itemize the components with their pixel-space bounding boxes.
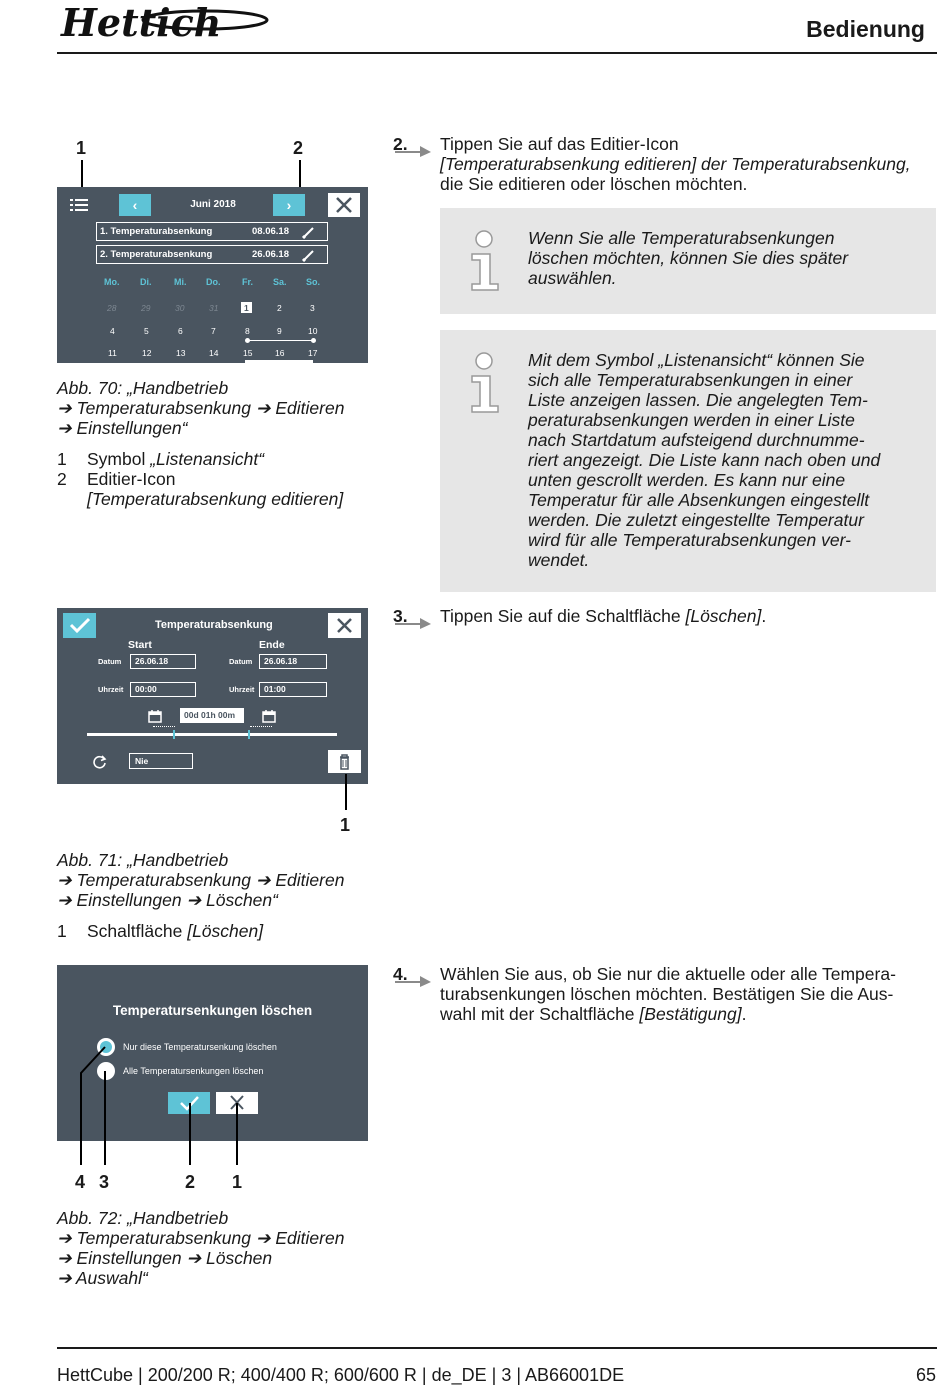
date-label: Datum xyxy=(229,657,253,666)
calendar-day[interactable]: 2 xyxy=(277,303,282,313)
next-month-button[interactable]: › xyxy=(273,194,305,216)
close-icon xyxy=(328,613,361,638)
info-text xyxy=(528,350,880,570)
calendar-day[interactable]: 10 xyxy=(308,326,318,336)
slider-handle[interactable] xyxy=(173,730,175,739)
field-value: 26.06.18 xyxy=(264,656,298,666)
date-label: Datum xyxy=(98,657,122,666)
callout-1: 1 xyxy=(340,815,351,835)
calendar-day[interactable]: 3 xyxy=(310,303,315,313)
text-line: wendet. xyxy=(528,550,590,570)
calendar-day[interactable]: 7 xyxy=(211,326,216,336)
calendar-icon[interactable] xyxy=(148,709,162,723)
slider-handle[interactable] xyxy=(248,730,250,739)
figure-caption xyxy=(57,850,344,910)
confirm-button[interactable] xyxy=(63,613,96,638)
calendar-day[interactable]: 6 xyxy=(178,326,183,336)
calendar-day[interactable]: 12 xyxy=(142,348,152,358)
end-time-field[interactable] xyxy=(259,682,327,697)
start-label: Start xyxy=(128,639,152,651)
text-line: wird für alle Temperaturabsenkungen ver- xyxy=(528,530,851,550)
duration-value: 00d 01h 00m xyxy=(184,710,236,720)
text-line: Tippen Sie auf das Editier-Icon xyxy=(440,134,679,154)
text-line: riert angezeigt. Die Liste kann nach oben und xyxy=(528,450,881,470)
step-instruction xyxy=(440,134,935,194)
edit-icon[interactable] xyxy=(302,225,316,239)
text-line: Mit dem Symbol „Listenansicht“ können Sie xyxy=(528,350,865,370)
calendar-icon[interactable] xyxy=(262,709,276,723)
callout-2: 2 xyxy=(185,1172,196,1192)
close-button[interactable] xyxy=(328,613,361,638)
handle-connector xyxy=(250,726,272,727)
close-button[interactable] xyxy=(328,193,360,217)
trash-icon xyxy=(328,750,361,773)
caption-line: ➔ Auswahl“ xyxy=(57,1268,148,1288)
calendar-day[interactable]: 28 xyxy=(107,303,117,313)
text-line: unten gescrollt werden. Es kann nur eine xyxy=(528,470,846,490)
option-label: Nur diese Temperatursenkung löschen xyxy=(123,1042,277,1052)
step-number: 3. xyxy=(393,606,408,626)
text-line: turabsenkungen löschen möchten. Bestätigen Sie die Aus- xyxy=(440,984,894,1004)
legend-text: Symbol „Listenansicht“ xyxy=(87,449,265,469)
text-line: auswählen. xyxy=(528,268,617,288)
caption-line: Abb. 70: „Handbetrieb xyxy=(57,378,229,398)
weekday-label: So. xyxy=(306,277,321,287)
start-time-field[interactable] xyxy=(130,682,196,697)
step-instruction: Tippen Sie auf die Schaltfläche [Löschen]. xyxy=(440,606,767,626)
weekday-label: Mi. xyxy=(174,277,187,287)
figure-legend xyxy=(57,449,377,509)
range-dot xyxy=(311,338,316,343)
range-indicator xyxy=(245,360,313,363)
step-number: 4. xyxy=(393,964,408,984)
text-line: die Sie editieren oder löschen möchten. xyxy=(440,174,748,194)
info-box xyxy=(440,208,936,314)
callout-1: 1 xyxy=(76,138,87,158)
entry-row[interactable] xyxy=(96,222,328,241)
calendar-day[interactable]: 8 xyxy=(245,326,250,336)
calendar-day[interactable]: 30 xyxy=(175,303,185,313)
info-icon xyxy=(468,228,502,292)
screen-title: Temperaturabsenkung xyxy=(155,619,273,631)
info-box xyxy=(440,330,936,592)
callout-2: 2 xyxy=(293,138,304,158)
time-label: Uhrzeit xyxy=(98,685,124,694)
text-line: peraturabsenkungen werden in einer Liste xyxy=(528,410,855,430)
text-line: Temperatur für alle Absenkungen eingestellt xyxy=(528,490,870,510)
entry-name: 2. Temperaturabsenkung xyxy=(100,249,213,260)
text-line: nach Startdatum aufsteigend durchnumme- xyxy=(528,430,865,450)
text-line: wahl mit der Schaltfläche [Bestätigung]. xyxy=(440,1004,747,1024)
caption-line: Abb. 72: „Handbetrieb xyxy=(57,1208,229,1228)
callout-3: 3 xyxy=(99,1172,110,1192)
hettich-logo xyxy=(55,0,270,44)
text-line: Wählen Sie aus, ob Sie nur die aktuelle oder alle Tempera- xyxy=(440,964,896,984)
legend-text: [Temperaturabsenkung editieren] xyxy=(87,489,344,509)
end-label: Ende xyxy=(259,639,285,651)
calendar-day[interactable]: 31 xyxy=(209,303,219,313)
legend-text: Schaltfläche [Löschen] xyxy=(87,921,264,941)
calendar-day[interactable]: 29 xyxy=(141,303,151,313)
handle-connector xyxy=(153,726,175,727)
caption-line: ➔ Temperaturabsenkung ➔ Editieren xyxy=(57,398,345,418)
list-view-icon[interactable] xyxy=(70,198,90,212)
legend-number: 1 xyxy=(57,921,67,941)
calendar-screen xyxy=(57,187,368,363)
calendar-day[interactable]: 5 xyxy=(144,326,149,336)
footer-divider xyxy=(57,1347,937,1349)
calendar-day[interactable]: 14 xyxy=(209,348,219,358)
text-line: Liste anzeigen lassen. Die angelegten Tem- xyxy=(528,390,868,410)
figure-legend xyxy=(57,921,377,943)
text-line: [Temperaturabsenkung editieren] der Temperaturabsenkung, xyxy=(440,154,911,174)
callout-1: 1 xyxy=(232,1172,243,1192)
footer-document-info: HettCube | 200/200 R; 400/400 R; 600/600 R | de_DE | 3 | AB66001DE xyxy=(57,1365,625,1385)
delete-button[interactable] xyxy=(328,750,361,773)
field-value: 01:00 xyxy=(264,684,286,694)
section-title: Bedienung xyxy=(806,16,925,42)
callout-4: 4 xyxy=(75,1172,86,1192)
field-value: 26.06.18 xyxy=(135,656,169,666)
legend-text: Editier-Icon xyxy=(87,469,176,489)
dialog-title: Temperatursenkungen löschen xyxy=(112,1003,313,1018)
legend-number: 2 xyxy=(57,469,67,489)
calendar-day[interactable]: 16 xyxy=(275,348,285,358)
caption-line: ➔ Einstellungen“ xyxy=(57,418,188,438)
close-icon xyxy=(328,193,360,217)
edit-icon[interactable] xyxy=(302,248,316,262)
figure-caption xyxy=(57,1208,344,1288)
option-label: Alle Temperatursenkungen löschen xyxy=(123,1066,264,1076)
prev-month-button[interactable]: ‹ xyxy=(119,194,151,216)
calendar-day-selected[interactable]: 1 xyxy=(244,303,249,313)
weekday-label: Do. xyxy=(206,277,221,287)
weekday-label: Di. xyxy=(140,277,152,287)
entry-name: 1. Temperaturabsenkung xyxy=(100,226,213,237)
calendar-day[interactable]: 4 xyxy=(110,326,115,336)
weekday-label: Fr. xyxy=(242,277,254,287)
end-date-field[interactable] xyxy=(259,654,327,669)
time-label: Uhrzeit xyxy=(229,685,255,694)
step-number: 2. xyxy=(393,134,408,154)
leader-lines xyxy=(57,965,377,1175)
calendar-day[interactable]: 13 xyxy=(176,348,186,358)
start-date-field[interactable] xyxy=(130,654,196,669)
page-number: 65 xyxy=(915,1365,936,1385)
figure-caption xyxy=(57,378,344,438)
header-divider xyxy=(57,52,937,54)
text-line: werden. Die zuletzt eingestellte Temperatur xyxy=(528,510,864,530)
range-indicator xyxy=(247,340,313,341)
leader-line xyxy=(345,774,347,810)
calendar-day[interactable]: 15 xyxy=(243,348,253,358)
caption-line: ➔ Temperaturabsenkung ➔ Editieren xyxy=(57,870,345,890)
caption-line: ➔ Einstellungen ➔ Löschen“ xyxy=(57,890,278,910)
entry-date: 08.06.18 xyxy=(252,226,289,237)
text-line: löschen möchten, können Sie dies später xyxy=(528,248,849,268)
info-text xyxy=(528,228,848,288)
calendar-day[interactable]: 17 xyxy=(308,348,318,358)
svg-text:Hettich: Hettich xyxy=(61,0,222,44)
text-line: sich alle Temperaturabsenkungen in einer xyxy=(528,370,853,390)
caption-line: Abb. 71: „Handbetrieb xyxy=(57,850,229,870)
text-line: Wenn Sie alle Temperaturabsenkungen xyxy=(528,228,835,248)
time-slider-track[interactable] xyxy=(87,733,337,736)
checkmark-icon xyxy=(63,613,96,638)
weekday-label: Sa. xyxy=(273,277,287,287)
calendar-day[interactable]: 11 xyxy=(108,348,117,358)
field-value: 00:00 xyxy=(135,684,157,694)
caption-line: ➔ Einstellungen ➔ Löschen xyxy=(57,1248,273,1268)
refresh-icon xyxy=(92,754,108,770)
step-arrow-icon xyxy=(395,971,431,987)
step-arrow-icon xyxy=(395,613,431,629)
caption-line: ➔ Temperaturabsenkung ➔ Editieren xyxy=(57,1228,345,1248)
calendar-day[interactable]: 9 xyxy=(277,326,282,336)
entry-row[interactable] xyxy=(96,245,328,264)
legend-number: 1 xyxy=(57,449,67,469)
month-label: Juni 2018 xyxy=(190,199,236,210)
duration-display xyxy=(180,708,244,723)
edit-lowering-screen xyxy=(57,608,368,784)
info-icon xyxy=(468,350,502,414)
step-arrow-icon xyxy=(395,141,431,157)
weekday-label: Mo. xyxy=(104,277,120,287)
repeat-field[interactable] xyxy=(129,753,193,769)
step-instruction xyxy=(440,964,935,1024)
field-value: Nie xyxy=(135,756,149,766)
entry-date: 26.06.18 xyxy=(252,249,289,260)
range-dot xyxy=(245,338,250,343)
